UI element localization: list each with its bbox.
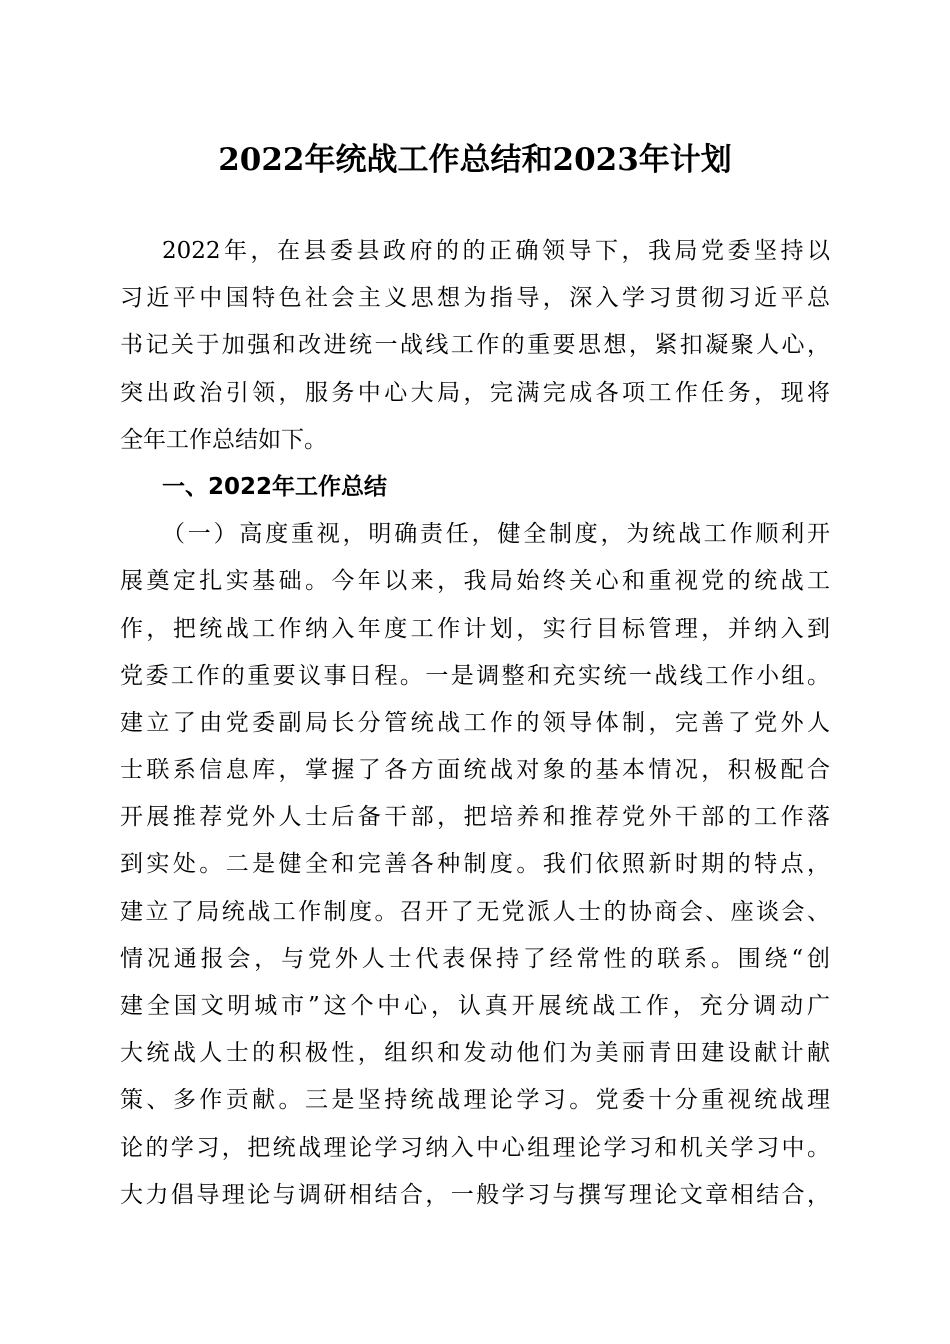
- paragraph-line: 建立了局统战工作制度。召开了无党派人士的协商会、座谈会、: [120, 898, 830, 925]
- section-heading: 一、2022年工作总结: [162, 473, 388, 500]
- paragraph-line: 建立了由党委副局长分管统战工作的领导体制，完善了党外人: [120, 709, 830, 736]
- paragraph-line: 大力倡导理论与调研相结合，一般学习与撰写理论文章相结合，: [120, 1181, 830, 1208]
- paragraph-line: 士联系信息库，掌握了各方面统战对象的基本情况，积极配合: [120, 757, 830, 784]
- document-title: 2022年统战工作总结和2023年计划: [218, 142, 732, 178]
- paragraph-line: 2022年，在县委县政府的的正确领导下，我局党委坚持以: [162, 238, 830, 264]
- paragraph-line: 全年工作总结如下。: [120, 426, 327, 453]
- paragraph-line: 作，把统战工作纳入年度工作计划，实行目标管理，并纳入到: [120, 615, 830, 642]
- paragraph-line: 习近平中国特色社会主义思想为指导，深入学习贯彻习近平总: [120, 285, 830, 312]
- paragraph-line: 大统战人士的积极性，组织和发动他们为美丽青田建设献计献: [120, 1040, 830, 1067]
- paragraph-line: 展奠定扎实基础。今年以来，我局始终关心和重视党的统战工: [120, 568, 830, 595]
- paragraph-line: 策、多作贡献。三是坚持统战理论学习。党委十分重视统战理: [120, 1087, 830, 1114]
- paragraph-line: 突出政治引领，服务中心大局，完满完成各项工作任务，现将: [120, 379, 830, 406]
- paragraph-line: 到实处。二是健全和完善各种制度。我们依照新时期的特点，: [120, 851, 830, 878]
- paragraph-line: 开展推荐党外人士后备干部，把培养和推荐党外干部的工作落: [120, 804, 830, 831]
- paragraph-line: 建全国文明城市”这个中心，认真开展统战工作，充分调动广: [120, 993, 830, 1019]
- paragraph-line: 论的学习，把统战理论学习纳入中心组理论学习和机关学习中。: [120, 1134, 830, 1161]
- paragraph-line: 书记关于加强和改进统一战线工作的重要思想，紧扣凝聚人心，: [120, 332, 830, 359]
- document-body: [120, 228, 830, 1219]
- paragraph-line: （一）高度重视，明确责任，健全制度，为统战工作顺利开: [162, 521, 830, 548]
- paragraph-line: 情况通报会，与党外人士代表保持了经常性的联系。围绕“创: [120, 945, 830, 972]
- paragraph-line: 党委工作的重要议事日程。一是调整和充实统一战线工作小组。: [120, 662, 830, 689]
